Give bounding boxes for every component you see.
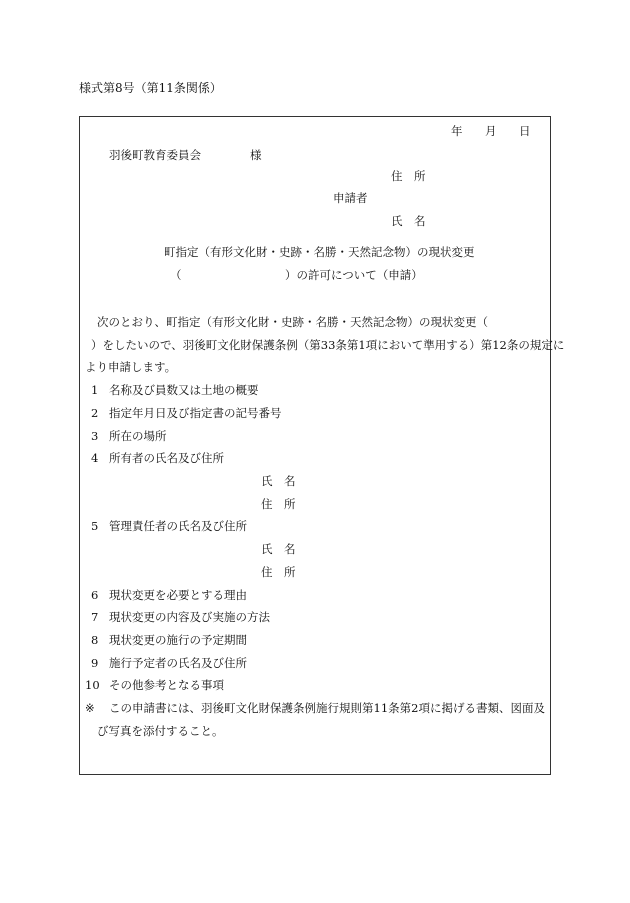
note-line-1: この申請書には、羽後町文化財保護条例施行規則第11条第2項に掲げる書類、図面及 (109, 701, 545, 715)
subject-line-1: 町指定（有形文化財・史跡・名勝・天然記念物）の現状変更 (164, 245, 475, 259)
date-day-label: 日 (519, 124, 531, 138)
item-number: 10 (85, 678, 100, 692)
item-text: 名称及び員数又は土地の概要 (109, 383, 259, 397)
addressee-honorific: 様 (250, 148, 262, 162)
subject-paren-open: （ (170, 268, 182, 282)
item-number: 2 (91, 406, 99, 420)
item-text: 管理責任者の氏名及び住所 (109, 519, 247, 533)
date-year-label: 年 (451, 124, 463, 138)
item-number: 5 (91, 519, 99, 533)
item-number: 1 (91, 383, 99, 397)
applicant-label: 申請者 (333, 191, 368, 205)
applicant-address-label: 住 所 (391, 169, 426, 183)
item-number: 8 (91, 633, 99, 647)
applicant-name-label: 氏 名 (391, 214, 426, 228)
date-month-label: 月 (485, 124, 497, 138)
owner-address-label: 住 所 (261, 497, 296, 511)
item-text: 現状変更を必要とする理由 (109, 588, 247, 602)
item-text: 所有者の氏名及び住所 (109, 451, 224, 465)
item-number: 6 (91, 588, 99, 602)
manager-address-label: 住 所 (261, 565, 296, 579)
item-text: 施行予定者の氏名及び住所 (109, 656, 247, 670)
item-text: 現状変更の内容及び実施の方法 (109, 610, 270, 624)
form-number: 様式第8号（第11条関係） (79, 81, 222, 95)
item-number: 3 (91, 429, 99, 443)
note-mark: ※ (85, 701, 95, 715)
note-line-2: び写真を添付すること。 (97, 724, 224, 738)
item-text: その他参考となる事項 (109, 678, 224, 692)
item-number: 7 (91, 610, 99, 624)
subject-line-2: ）の許可について（申請） (285, 268, 423, 282)
item-text: 所在の場所 (109, 429, 167, 443)
item-number: 4 (91, 451, 99, 465)
item-text: 指定年月日及び指定書の記号番号 (109, 406, 282, 420)
manager-name-label: 氏 名 (261, 542, 296, 556)
application-form-box (79, 116, 551, 775)
item-text: 現状変更の施行の予定期間 (109, 633, 247, 647)
item-number: 9 (91, 656, 99, 670)
body-line-3: より申請します。 (85, 360, 177, 374)
owner-name-label: 氏 名 (261, 474, 296, 488)
body-line-2: ）をしたいので、羽後町文化財保護条例（第33条第1項において準用する）第12条の規定に (91, 338, 565, 352)
addressee-name: 羽後町教育委員会 (109, 148, 201, 162)
body-line-1: 次のとおり、町指定（有形文化財・史跡・名勝・天然記念物）の現状変更（ (97, 315, 488, 329)
